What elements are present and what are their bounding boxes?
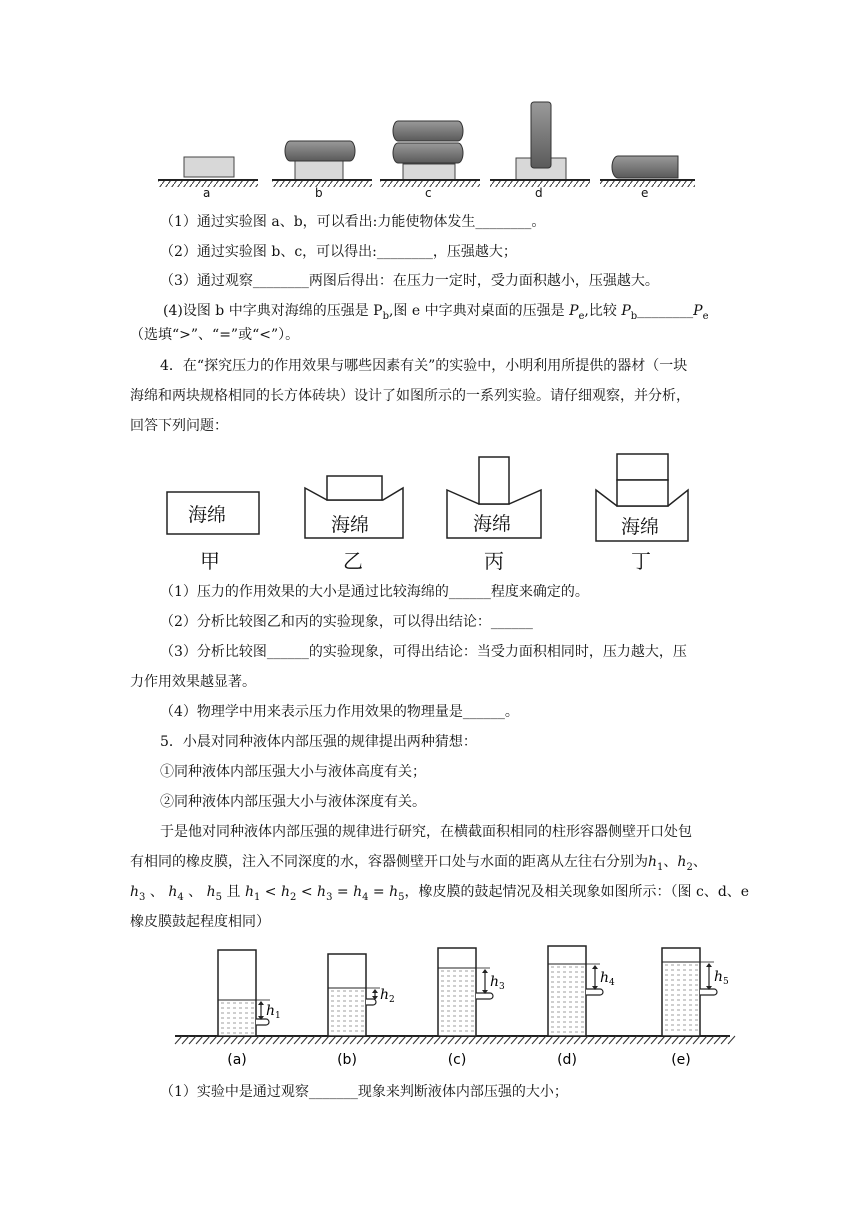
caption-jia: 甲 <box>200 549 220 573</box>
q5-para-3: $h_3$ 、 $h_4$ 、 $h_5$ 且 $h_1 < h_2 < h_3 = h_4 = h_5$，橡皮膜的鼓起情况及相关现象如图所示：（图 c、d、e <box>130 884 750 903</box>
q5-para-2-text: 有相同的橡皮膜，注入不同深度的水，容器侧壁开口处与水面的距离从左往右分别为 <box>130 854 648 870</box>
q3-sub4-c-sub: e <box>578 310 585 322</box>
container-d <box>548 946 615 1068</box>
q5-guess1: ①同种液体内部压强大小与液体高度有关； <box>160 764 426 780</box>
container-label-b: (b) <box>337 1052 357 1068</box>
sponge-label-yi: 海绵 <box>331 514 370 536</box>
q3-sub4 <box>163 301 709 327</box>
q3-sub4-options: （选填“>”、“=”或“<”）。 <box>130 327 300 343</box>
fig-c <box>380 121 480 187</box>
fig1-label-a: a <box>203 186 211 200</box>
q3-sub4-a: (4)设图 b 中字典对海绵的压强是 P <box>163 303 383 319</box>
fig1-label-b: b <box>315 186 323 200</box>
q5-para-4: 橡皮膜鼓起程度相同） <box>130 914 270 930</box>
caption-yi: 乙 <box>343 549 363 573</box>
q4-stem-1: 4．在“探究压力的作用效果与哪些因素有关”的实验中，小明利用所提供的器材（一块 <box>160 358 688 374</box>
q4-stem-3: 回答下列问题： <box>130 418 228 434</box>
sponge-label-jia: 海绵 <box>188 504 227 526</box>
fig1-label-d: d <box>535 186 543 200</box>
fig-a <box>158 157 258 187</box>
h-label-1: $h_1$ <box>266 1003 281 1021</box>
q5-guess2: ②同种液体内部压强大小与液体深度有关。 <box>160 794 426 810</box>
fig-b <box>272 141 372 187</box>
h-label-3: $h_3$ <box>490 974 505 992</box>
container-c <box>438 948 505 1068</box>
sponge-label-bing: 海绵 <box>473 513 512 535</box>
q4-sub3-a: （3）分析比较图______的实验现象，可得出结论：当受力面积相同时，压力越大，压 <box>160 644 687 660</box>
caption-ding: 丁 <box>631 549 651 573</box>
sponge-label-ding: 海绵 <box>621 516 660 538</box>
q3-sub4-a-sub: b <box>382 310 389 322</box>
q5-para-3-tail: ，橡皮膜的鼓起情况及相关现象如图所示：（图 c、d、e <box>404 884 750 900</box>
q3-sub4-d: ,比较 <box>584 303 622 319</box>
q4-stem-2: 海绵和两块规格相同的长方体砖块）设计了如图所示的一系列实验。请仔细观察，并分析， <box>130 388 690 404</box>
q3-sub4-e-sub: b <box>630 310 638 322</box>
q3-sub4-g-sub: e <box>702 310 709 322</box>
q3-sub4-f: ________ <box>637 303 694 319</box>
h-label-5: $h_5$ <box>714 969 729 987</box>
container-a <box>218 950 281 1068</box>
q3-sub4-b: ,图 e 中字典对桌面的压强是 <box>388 303 570 319</box>
q4-sub4: （4）物理学中用来表示压力作用效果的物理量是______。 <box>160 704 519 720</box>
caption-bing: 丙 <box>484 549 504 573</box>
container-label-a: (a) <box>227 1052 247 1068</box>
figure-containers <box>160 940 740 1070</box>
q3-sub4-g: P <box>693 303 703 319</box>
container-label-d: (d) <box>557 1052 577 1068</box>
q4-sub3-b: 力作用效果越显著。 <box>130 674 256 690</box>
h-label-4: $h_4$ <box>600 970 615 988</box>
container-b <box>328 954 395 1068</box>
fig1-label-e: e <box>641 186 649 200</box>
fig1-label-c: c <box>425 186 432 200</box>
fig-e <box>600 156 695 187</box>
q5-stem: 5．小晨对同种液体内部压强的规律提出两种猜想： <box>160 734 477 750</box>
fig-d <box>490 102 590 187</box>
q4-sub2: （2）分析比较图乙和丙的实验现象，可以得出结论：______ <box>160 614 533 630</box>
q5-para-1: 于是他对同种液体内部压强的规律进行研究，在横截面积相同的柱形容器侧壁开口处包 <box>160 824 692 840</box>
q3-sub3: （3）通过观察________两图后得出：在压力一定时，受力面积越小，压强越大。 <box>160 273 659 289</box>
q3-sub1: （1）通过实验图 a、b，可以看出:力能使物体发生________。 <box>160 214 546 230</box>
q3-sub2: （2）通过实验图 b、c，可以得出:________，压强越大； <box>160 244 517 260</box>
h-label-2: $h_2$ <box>380 987 395 1005</box>
q3-sub4-e: P <box>621 303 631 319</box>
container-label-e: (e) <box>671 1052 691 1068</box>
q4-sub1: （1）压力的作用效果的大小是通过比较海绵的______程度来确定的。 <box>160 584 589 600</box>
container-label-c: (c) <box>447 1052 467 1068</box>
q5-para-2: 有相同的橡皮膜，注入不同深度的水，容器侧壁开口处与水面的距离从左往右分别为$h_1$、$h_2$、 <box>130 854 707 873</box>
q3-sub4-c: P <box>569 303 579 319</box>
container-e <box>662 948 729 1068</box>
q5-sub1: （1）实验中是通过观察_______现象来判断液体内部压强的大小； <box>160 1084 568 1100</box>
